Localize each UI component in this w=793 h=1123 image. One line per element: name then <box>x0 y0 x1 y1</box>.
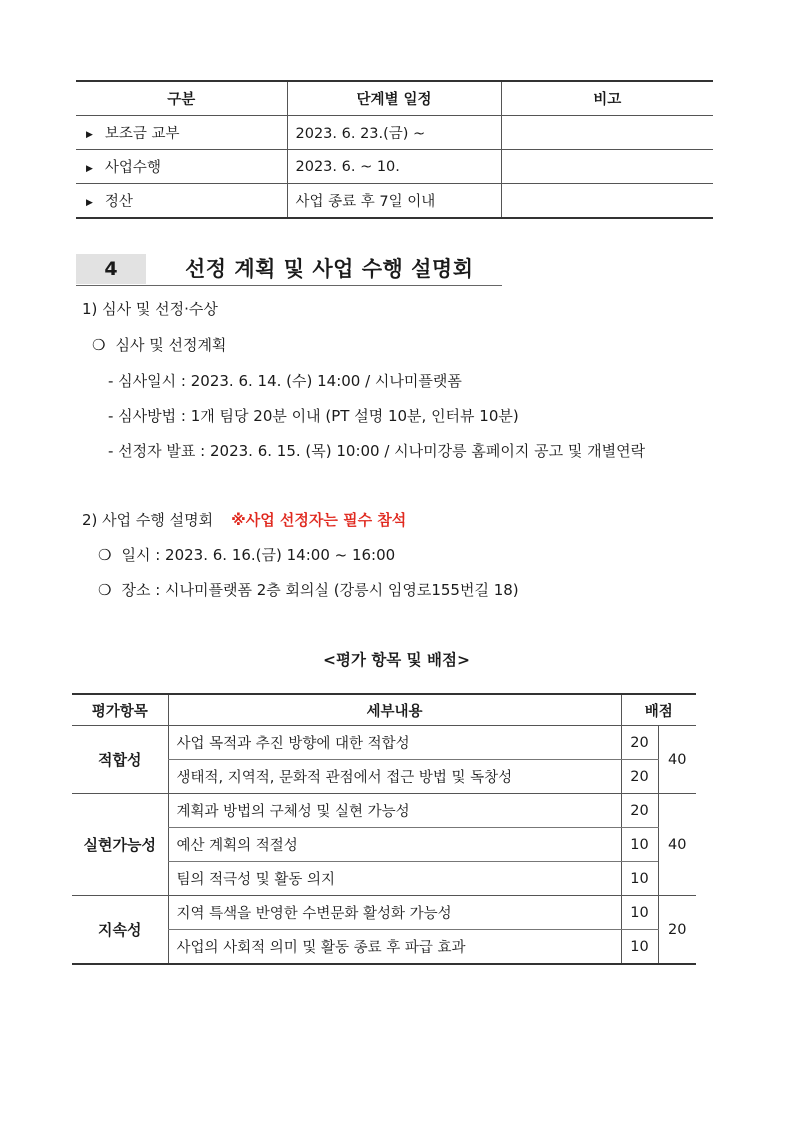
sub1-item-review-method: - 심사방법 : 1개 팀당 20분 이내 (PT 설명 10분, 인터뷰 10분) <box>108 407 519 425</box>
evaluation-header-score: 배점 <box>621 694 696 726</box>
sub2-notice: ※사업 선정자는 필수 참석 <box>231 511 407 529</box>
schedule-item: 사업수행 <box>104 160 161 176</box>
sub2-item-location <box>98 579 519 600</box>
schedule-item: 정산 <box>104 194 133 210</box>
schedule-table <box>76 80 713 219</box>
table-row <box>76 184 713 219</box>
sub2-item-datetime <box>98 544 395 565</box>
triangle-bullet-icon: ▶ <box>86 130 93 140</box>
section-number: 4 <box>76 254 146 284</box>
schedule-note <box>501 116 713 150</box>
section-divider <box>76 285 502 286</box>
evaluation-detail: 사업의 사회적 의미 및 활동 종료 후 파급 효과 <box>168 930 621 965</box>
evaluation-table <box>72 693 696 965</box>
schedule-note <box>501 150 713 184</box>
sub1-bullet-text: 심사 및 선정계획 <box>115 336 227 354</box>
evaluation-detail: 사업 목적과 추진 방향에 대한 적합성 <box>168 726 621 760</box>
evaluation-total: 20 <box>658 896 696 965</box>
sub1-item-announcement: - 선정자 발표 : 2023. 6. 15. (목) 10:00 / 시나미강릉 홈페이지 공고 및 개별연락 <box>108 442 646 460</box>
table-row <box>72 726 696 760</box>
schedule-header-schedule: 단계별 일정 <box>287 81 501 116</box>
triangle-bullet-icon: ▶ <box>86 198 93 208</box>
evaluation-title: <평가 항목 및 배점> <box>323 651 470 669</box>
evaluation-header-detail: 세부내용 <box>168 694 621 726</box>
sub1-heading: 1) 심사 및 선정·수상 <box>82 300 218 318</box>
evaluation-header-category: 평가항목 <box>72 694 168 726</box>
evaluation-score: 10 <box>621 930 658 965</box>
evaluation-category: 지속성 <box>72 896 168 965</box>
schedule-item: 보조금 교부 <box>104 126 180 142</box>
evaluation-score: 20 <box>621 760 658 794</box>
sub2-item-text: 장소 : 시나미플랫폼 2층 회의실 (강릉시 임영로155번길 18) <box>121 581 519 599</box>
table-row <box>72 896 696 930</box>
sub2-item-text: 일시 : 2023. 6. 16.(금) 14:00 ~ 16:00 <box>121 546 396 564</box>
evaluation-category: 적합성 <box>72 726 168 794</box>
evaluation-score: 10 <box>621 828 658 862</box>
evaluation-header-row <box>72 694 696 726</box>
sub1-item-review-date: - 심사일시 : 2023. 6. 14. (수) 14:00 / 시나미플랫폼 <box>108 372 462 390</box>
schedule-header-category: 구분 <box>76 81 287 116</box>
circle-bullet-icon: ❍ <box>98 581 112 599</box>
schedule-date: 2023. 6. ~ 10. <box>287 150 501 184</box>
schedule-header-note: 비고 <box>501 81 713 116</box>
circle-bullet-icon: ❍ <box>98 546 112 564</box>
evaluation-detail: 지역 특색을 반영한 수변문화 활성화 가능성 <box>168 896 621 930</box>
section-title: 선정 계획 및 사업 수행 설명회 <box>185 257 474 281</box>
table-row <box>72 794 696 828</box>
evaluation-score: 10 <box>621 896 658 930</box>
evaluation-total: 40 <box>658 794 696 896</box>
table-row <box>76 150 713 184</box>
schedule-date: 사업 종료 후 7일 이내 <box>287 184 501 219</box>
sub2-heading: 2) 사업 수행 설명회 <box>82 511 214 529</box>
schedule-note <box>501 184 713 219</box>
circle-bullet-icon: ❍ <box>92 336 106 354</box>
evaluation-detail: 팀의 적극성 및 활동 의지 <box>168 862 621 896</box>
evaluation-detail: 계획과 방법의 구체성 및 실현 가능성 <box>168 794 621 828</box>
table-row <box>76 116 713 150</box>
evaluation-detail: 예산 계획의 적절성 <box>168 828 621 862</box>
sub1-bullet <box>92 334 226 355</box>
evaluation-score: 20 <box>621 794 658 828</box>
evaluation-total: 40 <box>658 726 696 794</box>
evaluation-category: 실현가능성 <box>72 794 168 896</box>
sub2-heading-line <box>82 509 406 530</box>
triangle-bullet-icon: ▶ <box>86 164 93 174</box>
evaluation-detail: 생태적, 지역적, 문화적 관점에서 접근 방법 및 독창성 <box>168 760 621 794</box>
evaluation-score: 20 <box>621 726 658 760</box>
evaluation-score: 10 <box>621 862 658 896</box>
schedule-date: 2023. 6. 23.(금) ~ <box>287 116 501 150</box>
schedule-header-row <box>76 81 713 116</box>
